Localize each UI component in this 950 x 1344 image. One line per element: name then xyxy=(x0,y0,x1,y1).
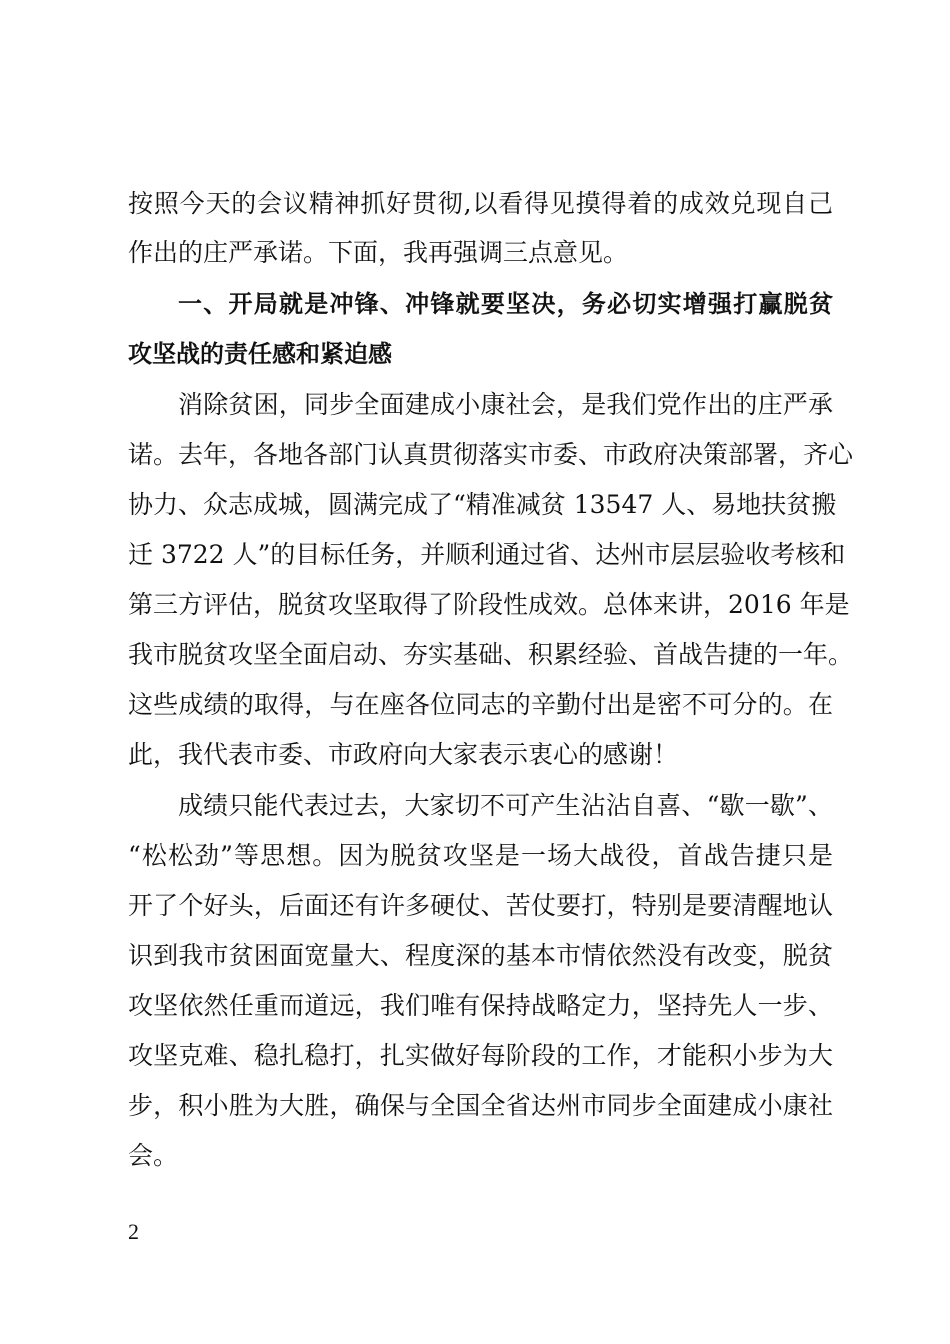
body-text-line: 此，我代表市委、市政府向大家表示衷心的感谢！ xyxy=(128,740,679,769)
body-text-line: 这些成绩的取得，与在座各位同志的辛勤付出是密不可分的。在 xyxy=(128,690,833,719)
body-text-line: 协力、众志成城，圆满完成了“精准减贫 13547 人、易地扶贫搬 xyxy=(128,490,837,519)
body-text-line: 攻坚克难、稳扎稳打，扎实做好每阶段的工作，才能积小步为大 xyxy=(128,1041,833,1070)
body-text-line: 按照今天的会议精神抓好贯彻,以看得见摸得着的成效兑现自己 xyxy=(128,189,833,218)
body-text-line: 识到我市贫困面宽量大、程度深的基本市情依然没有改变，脱贫 xyxy=(128,941,833,970)
body-text-line: 第三方评估，脱贫攻坚取得了阶段性成效。总体来讲，2016 年是 xyxy=(128,590,850,619)
body-text-line: 消除贫困，同步全面建成小康社会，是我们党作出的庄严承 xyxy=(178,390,833,419)
body-text-line: 诺。去年，各地各部门认真贯彻落实市委、市政府决策部署，齐心 xyxy=(128,440,854,469)
body-text-line: 攻坚依然任重而道远，我们唯有保持战略定力，坚持先人一步、 xyxy=(128,991,833,1020)
section-heading-line: 一、开局就是冲锋、冲锋就要坚决，务必切实增强打赢脱贫 xyxy=(178,290,833,318)
body-text-line: “松松劲”等思想。因为脱贫攻坚是一场大战役，首战告捷只是 xyxy=(128,841,833,870)
page-number: 2 xyxy=(128,1219,139,1244)
body-text-line: 步，积小胜为大胜，确保与全国全省达州市同步全面建成小康社 xyxy=(128,1091,833,1120)
body-text-line: 成绩只能代表过去，大家切不可产生沾沾自喜、“歇一歇”、 xyxy=(178,791,833,820)
body-text-line: 会。 xyxy=(128,1141,179,1170)
body-text-line: 我市脱贫攻坚全面启动、夯实基础、积累经验、首战告捷的一年。 xyxy=(128,640,854,669)
body-text-line: 开了个好头，后面还有许多硬仗、苦仗要打，特别是要清醒地认 xyxy=(128,891,833,920)
section-heading-line: 攻坚战的责任感和紧迫感 xyxy=(128,340,392,368)
body-text-line: 作出的庄严承诺。下面，我再强调三点意见。 xyxy=(128,238,629,267)
body-text-line: 迁 3722 人”的目标任务，并顺利通过省、达州市层层验收考核和 xyxy=(128,540,846,569)
